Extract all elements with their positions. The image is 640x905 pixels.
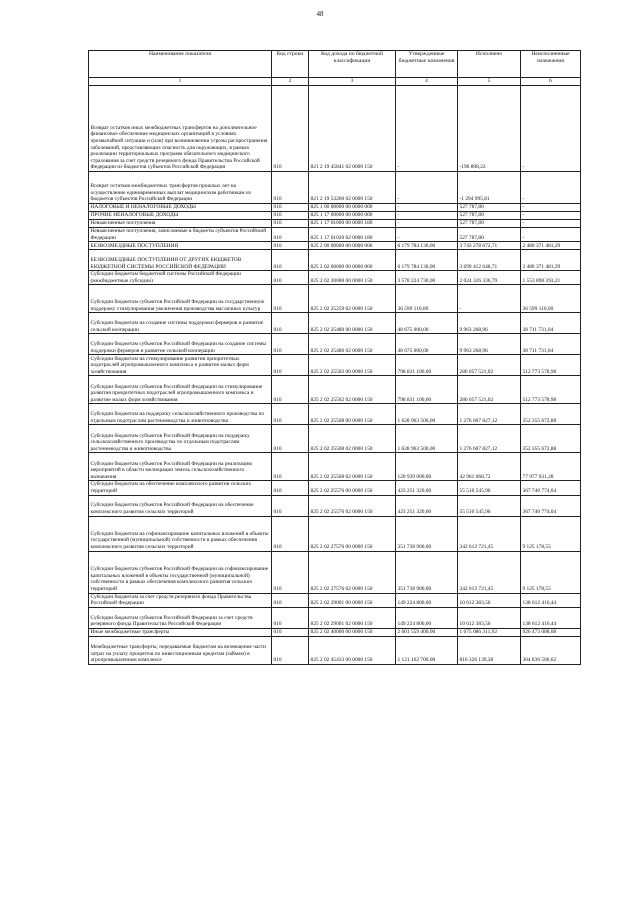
row-indicator-name: Субсидии бюджетам на стимулирование развития приоритетных подотраслей агропромышленного комплекса и развитие малых форм хозяйствования (89, 355, 272, 376)
table-row (89, 355, 581, 376)
row-approved-amount: - (396, 204, 458, 212)
table-row (89, 551, 581, 593)
row-line-code: 010 (272, 220, 309, 228)
row-revenue-code: 825 1 17 01020 02 0000 180 (309, 228, 396, 242)
row-approved-amount: - (396, 212, 458, 220)
row-unexecuted-amount: 138 612 416,44 (521, 607, 581, 628)
row-revenue-code: 825 2 02 25508 02 0000 150 (309, 425, 396, 453)
row-revenue-code: 825 2 00 00000 00 0000 000 (309, 242, 396, 250)
budget-execution-table (88, 50, 581, 665)
row-approved-amount: 351 738 900,00 (396, 551, 458, 593)
header-line-code: Код строки (272, 51, 309, 78)
table-row (89, 334, 581, 355)
row-executed-amount: 9 963 268,96 (458, 313, 521, 334)
row-unexecuted-amount: 9 125 178,55 (521, 516, 581, 551)
row-executed-amount: -196 898,22 (458, 86, 521, 172)
row-executed-amount: 9 963 268,96 (458, 334, 521, 355)
row-revenue-code: 825 2 02 20000 00 0000 150 (309, 271, 396, 285)
row-indicator-name: Субсидии бюджетам на создание системы поддержки фермеров и развитие сельской кооперации (89, 313, 272, 334)
table-row (89, 628, 581, 636)
row-indicator-name: Возврат остатков иных межбюджетных трансфертов на дополнительное финансовое обеспечение медицинских организаций в условиях чрезвычайной ситуации и (или) при возникновении угрозы распространения заболеваний, представляющих опасность для окружающих, в рамках реализации территориальных программ обязательного медицинского страхования за счет средств резервного фонда Правительства Российской Федерации из бюджетов субъектов Российской Федерации (89, 86, 272, 172)
row-line-code: 010 (272, 495, 309, 516)
row-line-code: 010 (272, 271, 309, 285)
row-approved-amount: 36 599 110,00 (396, 285, 458, 313)
row-revenue-code: 825 2 02 29001 00 0000 150 (309, 593, 396, 607)
table-row (89, 86, 581, 172)
row-revenue-code: 821 2 19 45841 02 0000 150 (309, 86, 396, 172)
row-line-code: 010 (272, 607, 309, 628)
row-unexecuted-amount: 1 553 898 393,21 (521, 271, 581, 285)
row-revenue-code: 825 2 02 25480 00 0000 150 (309, 313, 396, 334)
row-indicator-name: НАЛОГОВЫЕ И НЕНАЛОГОВЫЕ ДОХОДЫ (89, 204, 272, 212)
row-approved-amount: 423 251 320,00 (396, 481, 458, 495)
row-approved-amount: 6 179 784 130,00 (396, 250, 458, 271)
row-approved-amount: - (396, 86, 458, 172)
row-unexecuted-amount: 77 977 931,28 (521, 453, 581, 481)
row-approved-amount: - (396, 228, 458, 242)
row-unexecuted-amount: - (521, 172, 581, 204)
row-approved-amount: 1 121 162 700,00 (396, 636, 458, 664)
row-approved-amount: 3 578 224 730,00 (396, 271, 458, 285)
column-number: 4 (396, 78, 458, 86)
row-revenue-code: 825 2 02 25576 02 0000 150 (309, 495, 396, 516)
row-executed-amount: - (458, 285, 521, 313)
row-revenue-code: 825 2 02 27576 00 0000 150 (309, 516, 396, 551)
row-executed-amount: 42 961 068,72 (458, 453, 521, 481)
row-line-code: 010 (272, 172, 309, 204)
row-revenue-code: 825 2 02 25502 00 0000 150 (309, 355, 396, 376)
row-revenue-code: 825 2 02 45433 00 0000 150 (309, 636, 396, 664)
column-number: 1 (89, 78, 272, 86)
header-unexecuted: Неисполненные назначения (521, 51, 581, 78)
row-line-code: 010 (272, 593, 309, 607)
row-unexecuted-amount: 2 480 371 481,29 (521, 242, 581, 250)
row-line-code: 010 (272, 313, 309, 334)
row-approved-amount: 48 675 000,00 (396, 334, 458, 355)
table-row (89, 212, 581, 220)
table-row (89, 285, 581, 313)
row-unexecuted-amount: 367 740 774,04 (521, 495, 581, 516)
row-executed-amount: 3 743 278 672,71 (458, 242, 521, 250)
table-row (89, 607, 581, 628)
row-executed-amount: 1 276 607 827,12 (458, 425, 521, 453)
row-unexecuted-amount: 38 711 731,04 (521, 313, 581, 334)
row-indicator-name: Субсидии бюджетам субъектов Российской Федерации на софинансирование капитальных вложений в объекты государственной (муниципальной) собственности в рамках обеспечения комплексного развития сельских территорий (89, 551, 272, 593)
row-indicator-name: Субсидии бюджетам субъектов Российской Федерации на государственную поддержку стимулирования увеличения производства масличных культур (89, 285, 272, 313)
header-indicator-name: Наименование показателя (89, 51, 272, 78)
table-row (89, 220, 581, 228)
row-unexecuted-amount: 138 612 416,44 (521, 593, 581, 607)
table-row (89, 516, 581, 551)
row-line-code: 010 (272, 285, 309, 313)
row-line-code: 010 (272, 425, 309, 453)
row-unexecuted-amount: - (521, 204, 581, 212)
row-revenue-code: 821 2 19 53260 02 0000 150 (309, 172, 396, 204)
row-executed-amount: 10 612 383,56 (458, 607, 521, 628)
row-unexecuted-amount: - (521, 86, 581, 172)
row-approved-amount: - (396, 172, 458, 204)
row-indicator-name: Субсидии бюджетам субъектов Российской Федерации на поддержку сельскохозяйственного производства по отдельным подотраслям растениеводства и животноводства (89, 425, 272, 453)
table-row (89, 481, 581, 495)
row-executed-amount: 342 613 721,45 (458, 551, 521, 593)
row-executed-amount: 342 613 721,45 (458, 516, 521, 551)
row-approved-amount: - (396, 220, 458, 228)
row-indicator-name: Межбюджетные трансферты, передаваемые бюджетам на возмещение части затрат на уплату процентов по инвестиционным кредитам (займам) в агропромышленном комплексе (89, 636, 272, 664)
row-approved-amount: 149 224 800,00 (396, 593, 458, 607)
row-indicator-name: ПРОЧИЕ НЕНАЛОГОВЫЕ ДОХОДЫ (89, 212, 272, 220)
table-body (89, 86, 581, 665)
row-line-code: 010 (272, 355, 309, 376)
row-line-code: 010 (272, 334, 309, 355)
row-line-code: 010 (272, 212, 309, 220)
row-indicator-name: Субсидии бюджетам субъектов Российской Федерации на создание системы поддержки фермеров и развитие сельской кооперации (89, 334, 272, 355)
row-indicator-name: Субсидии бюджетам субъектов Российской Федерации на стимулирование развития приоритетных подотраслей агропромышленного комплекса и развитие малых форм хозяйствования (89, 376, 272, 404)
row-executed-amount: 527 787,80 (458, 212, 521, 220)
column-number-row (89, 78, 581, 86)
table-row (89, 376, 581, 404)
row-executed-amount: 527 787,80 (458, 220, 521, 228)
row-revenue-code: 825 2 02 25568 02 0000 150 (309, 453, 396, 481)
header-revenue-code: Код дохода по бюджетной классификации (309, 51, 396, 78)
row-line-code: 010 (272, 636, 309, 664)
column-number: 5 (458, 78, 521, 86)
row-approved-amount: 120 939 000,00 (396, 453, 458, 481)
header-executed: Исполнено (458, 51, 521, 78)
row-executed-amount: 286 057 521,02 (458, 355, 521, 376)
row-line-code: 010 (272, 250, 309, 271)
row-indicator-name: Субсидии бюджетам субъектов Российской Федерации за счет средств резервного фонда Правительства Российской Федерации (89, 607, 272, 628)
row-revenue-code: 825 2 02 25502 02 0000 150 (309, 376, 396, 404)
row-unexecuted-amount: 352 355 672,88 (521, 404, 581, 425)
row-line-code: 010 (272, 551, 309, 593)
row-indicator-name: Субсидии бюджетам субъектов Российской Федерации на обеспечение комплексного развития сельских территорий (89, 495, 272, 516)
row-line-code: 010 (272, 204, 309, 212)
row-unexecuted-amount: 352 355 672,88 (521, 425, 581, 453)
table-header-row (89, 51, 581, 78)
row-unexecuted-amount: 926 473 088,08 (521, 628, 581, 636)
row-unexecuted-amount: - (521, 228, 581, 242)
column-number: 2 (272, 78, 309, 86)
row-executed-amount: 2 024 326 336,79 (458, 271, 521, 285)
table-row (89, 204, 581, 212)
row-revenue-code: 825 1 17 01000 00 0000 180 (309, 220, 396, 228)
row-executed-amount: 55 510 545,96 (458, 481, 521, 495)
row-approved-amount: 1 628 963 500,00 (396, 404, 458, 425)
row-approved-amount: 798 831 100,00 (396, 355, 458, 376)
table-row (89, 250, 581, 271)
row-approved-amount: 48 675 000,00 (396, 313, 458, 334)
row-executed-amount: 10 612 383,56 (458, 593, 521, 607)
page-number: 48 (316, 10, 324, 18)
row-unexecuted-amount: 9 125 178,55 (521, 551, 581, 593)
row-line-code: 010 (272, 242, 309, 250)
row-indicator-name: Субсидии бюджетам за счет средств резервного фонда Правительства Российской Федерации (89, 593, 272, 607)
table-row (89, 228, 581, 242)
row-executed-amount: -1 294 995,81 (458, 172, 521, 204)
row-unexecuted-amount: 512 773 578,98 (521, 355, 581, 376)
table-row (89, 404, 581, 425)
row-line-code: 010 (272, 86, 309, 172)
row-approved-amount: 1 628 963 500,00 (396, 425, 458, 453)
table-row (89, 495, 581, 516)
table-row (89, 425, 581, 453)
row-indicator-name: Невыясненные поступления (89, 220, 272, 228)
row-unexecuted-amount: 2 480 371 481,29 (521, 250, 581, 271)
row-indicator-name: Субсидии бюджетам на поддержку сельскохозяйственного производства по отдельным подотраслям растениеводства и животноводства (89, 404, 272, 425)
row-unexecuted-amount: 304 836 560,62 (521, 636, 581, 664)
row-executed-amount: 1 276 607 827,12 (458, 404, 521, 425)
row-revenue-code: 825 1 00 00000 00 0000 000 (309, 204, 396, 212)
table-row (89, 271, 581, 285)
table-row (89, 593, 581, 607)
column-number: 6 (521, 78, 581, 86)
row-indicator-name: Субсидии бюджетам на обеспечение комплексного развития сельских территорий (89, 481, 272, 495)
column-number: 3 (309, 78, 396, 86)
row-unexecuted-amount: 512 773 578,98 (521, 376, 581, 404)
table-row (89, 172, 581, 204)
row-indicator-name: Субсидии бюджетам бюджетной системы Российской Федерации (межбюджетные субсидии) (89, 271, 272, 285)
table-row (89, 242, 581, 250)
row-unexecuted-amount: - (521, 220, 581, 228)
row-indicator-name: Возврат остатков межбюджетных трансфертов прошлых лет на осуществление единовременных выплат медицинским работникам из бюджетов субъектов Российской Федерации (89, 172, 272, 204)
row-revenue-code: 825 2 02 00000 00 0000 000 (309, 250, 396, 271)
row-indicator-name: Невыясненные поступления, зачисляемые в бюджеты субъектов Российской Федерации (89, 228, 272, 242)
row-unexecuted-amount: 38 711 731,04 (521, 334, 581, 355)
row-revenue-code: 825 2 02 40000 00 0000 150 (309, 628, 396, 636)
row-line-code: 010 (272, 481, 309, 495)
row-approved-amount: 423 251 320,00 (396, 495, 458, 516)
row-unexecuted-amount: 367 740 774,04 (521, 481, 581, 495)
row-line-code: 010 (272, 453, 309, 481)
row-revenue-code: 825 2 02 25259 02 0000 150 (309, 285, 396, 313)
row-revenue-code: 825 2 02 25480 02 0000 150 (309, 334, 396, 355)
row-line-code: 010 (272, 516, 309, 551)
table-row (89, 453, 581, 481)
row-indicator-name: Субсидии бюджетам на софинансирование капитальных вложений в объекты государственной (муниципальной) собственности в рамках обеспечения комплексного развития сельских территорий (89, 516, 272, 551)
row-approved-amount: 149 224 800,00 (396, 607, 458, 628)
row-line-code: 010 (272, 628, 309, 636)
row-approved-amount: 6 179 784 130,00 (396, 242, 458, 250)
row-approved-amount: 798 831 100,00 (396, 376, 458, 404)
row-indicator-name: Субсидии бюджетам субъектов Российской Федерации на реализацию мероприятий в области мелиорации земель сельскохозяйственного назначения (89, 453, 272, 481)
row-unexecuted-amount: - (521, 212, 581, 220)
row-indicator-name: БЕЗВОЗМЕЗДНЫЕ ПОСТУПЛЕНИЯ (89, 242, 272, 250)
row-line-code: 010 (272, 404, 309, 425)
row-revenue-code: 825 1 17 00000 00 0000 000 (309, 212, 396, 220)
row-executed-amount: 55 510 545,96 (458, 495, 521, 516)
row-revenue-code: 825 2 02 25576 00 0000 150 (309, 481, 396, 495)
table-row (89, 636, 581, 664)
header-approved: Утвержденные бюджетные назначения (396, 51, 458, 78)
row-unexecuted-amount: 36 599 110,00 (521, 285, 581, 313)
row-executed-amount: 527 787,80 (458, 204, 521, 212)
row-approved-amount: 351 738 900,00 (396, 516, 458, 551)
table-row (89, 313, 581, 334)
row-revenue-code: 825 2 02 27576 02 0000 150 (309, 551, 396, 593)
row-line-code: 010 (272, 228, 309, 242)
row-executed-amount: 286 057 521,02 (458, 376, 521, 404)
row-approved-amount: 2 601 559 400,00 (396, 628, 458, 636)
row-revenue-code: 825 2 02 29001 02 0000 150 (309, 607, 396, 628)
row-executed-amount: 816 326 139,38 (458, 636, 521, 664)
row-executed-amount: 3 699 412 648,71 (458, 250, 521, 271)
row-indicator-name: Иные межбюджетные трансферты (89, 628, 272, 636)
row-revenue-code: 825 2 02 25508 00 0000 150 (309, 404, 396, 425)
row-executed-amount: 527 787,80 (458, 228, 521, 242)
row-executed-amount: 1 675 086 311,92 (458, 628, 521, 636)
row-indicator-name: БЕЗВОЗМЕЗДНЫЕ ПОСТУПЛЕНИЯ ОТ ДРУГИХ БЮДЖЕТОВ БЮДЖЕТНОЙ СИСТЕМЫ РОССИЙСКОЙ ФЕДЕРАЦИИ (89, 250, 272, 271)
row-line-code: 010 (272, 376, 309, 404)
